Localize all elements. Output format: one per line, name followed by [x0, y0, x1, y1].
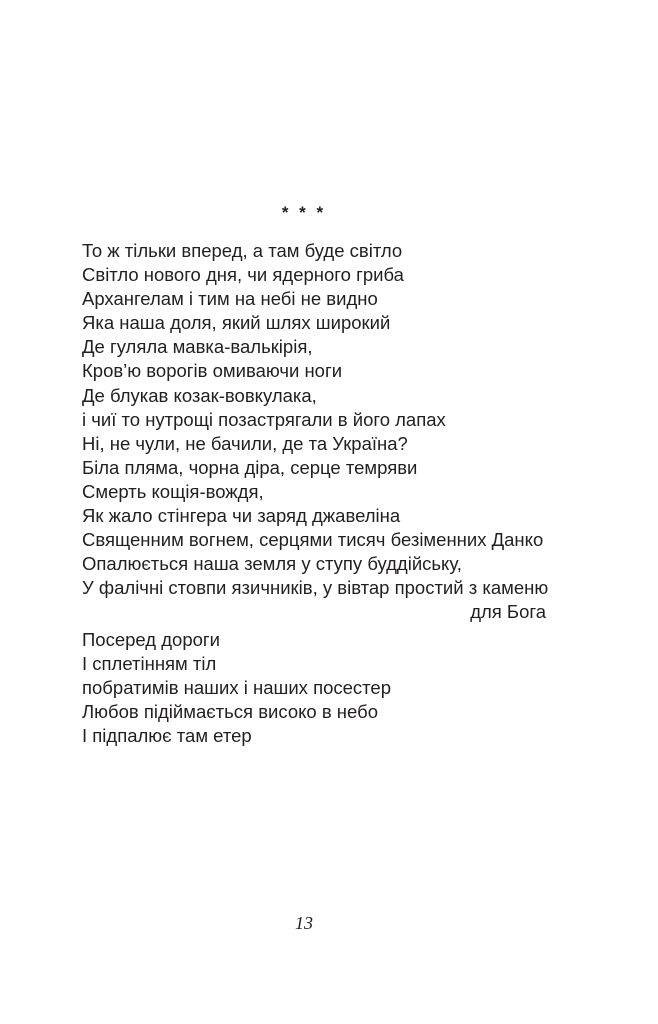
poem-line: Світло нового дня, чи ядерного гриба — [82, 264, 404, 286]
poem-line: Опалюється наша земля у ступу буддійську, — [82, 553, 462, 575]
poem-line: То ж тільки вперед, а там буде світло — [82, 240, 403, 261]
poem-line: Де блукав козак-вовкулака, — [82, 384, 317, 406]
section-separator: * * * — [281, 203, 327, 222]
poem-line: Біла пляма, чорна діра, серце темряви — [82, 456, 418, 478]
poem-line: побратимів наших і наших посестер — [82, 676, 392, 698]
page-number: 13 — [295, 913, 313, 933]
poem-line: Ні, не чули, не бачили, де та Україна? — [82, 432, 408, 454]
stanza-2 — [82, 628, 546, 748]
poem-line-continuation: для Бога — [470, 601, 546, 623]
poem-line: І сплетінням тіл — [82, 652, 217, 674]
poem-line: Де гуляла мавка-валькірія, — [82, 336, 313, 358]
poem-line: і чиї то нутрощі позастрягали в його лапах — [82, 408, 446, 430]
poem-line: Любов підіймається високо в небо — [82, 700, 378, 722]
poem-line: У фалічні стовпи язичників, у вівтар простий з каменю — [82, 577, 549, 599]
poem-line: Кров’ю ворогів омиваючи ноги — [82, 360, 343, 382]
poem-line: Яка наша доля, який шлях широкий — [82, 312, 391, 334]
poem-line: Посеред дороги — [82, 628, 220, 650]
stanza-1 — [82, 239, 549, 625]
poem-line: І підпалює там етер — [82, 724, 252, 746]
poem — [82, 239, 549, 748]
poem-line: Священним вогнем, серцями тисяч безіменних Данко — [82, 529, 544, 551]
poem-line: Архангелам і тим на небі не видно — [82, 288, 378, 310]
poem-line: Як жало стінгера чи заряд джавеліна — [82, 505, 401, 527]
poem-line: Смерть кощія-вождя, — [82, 480, 264, 502]
